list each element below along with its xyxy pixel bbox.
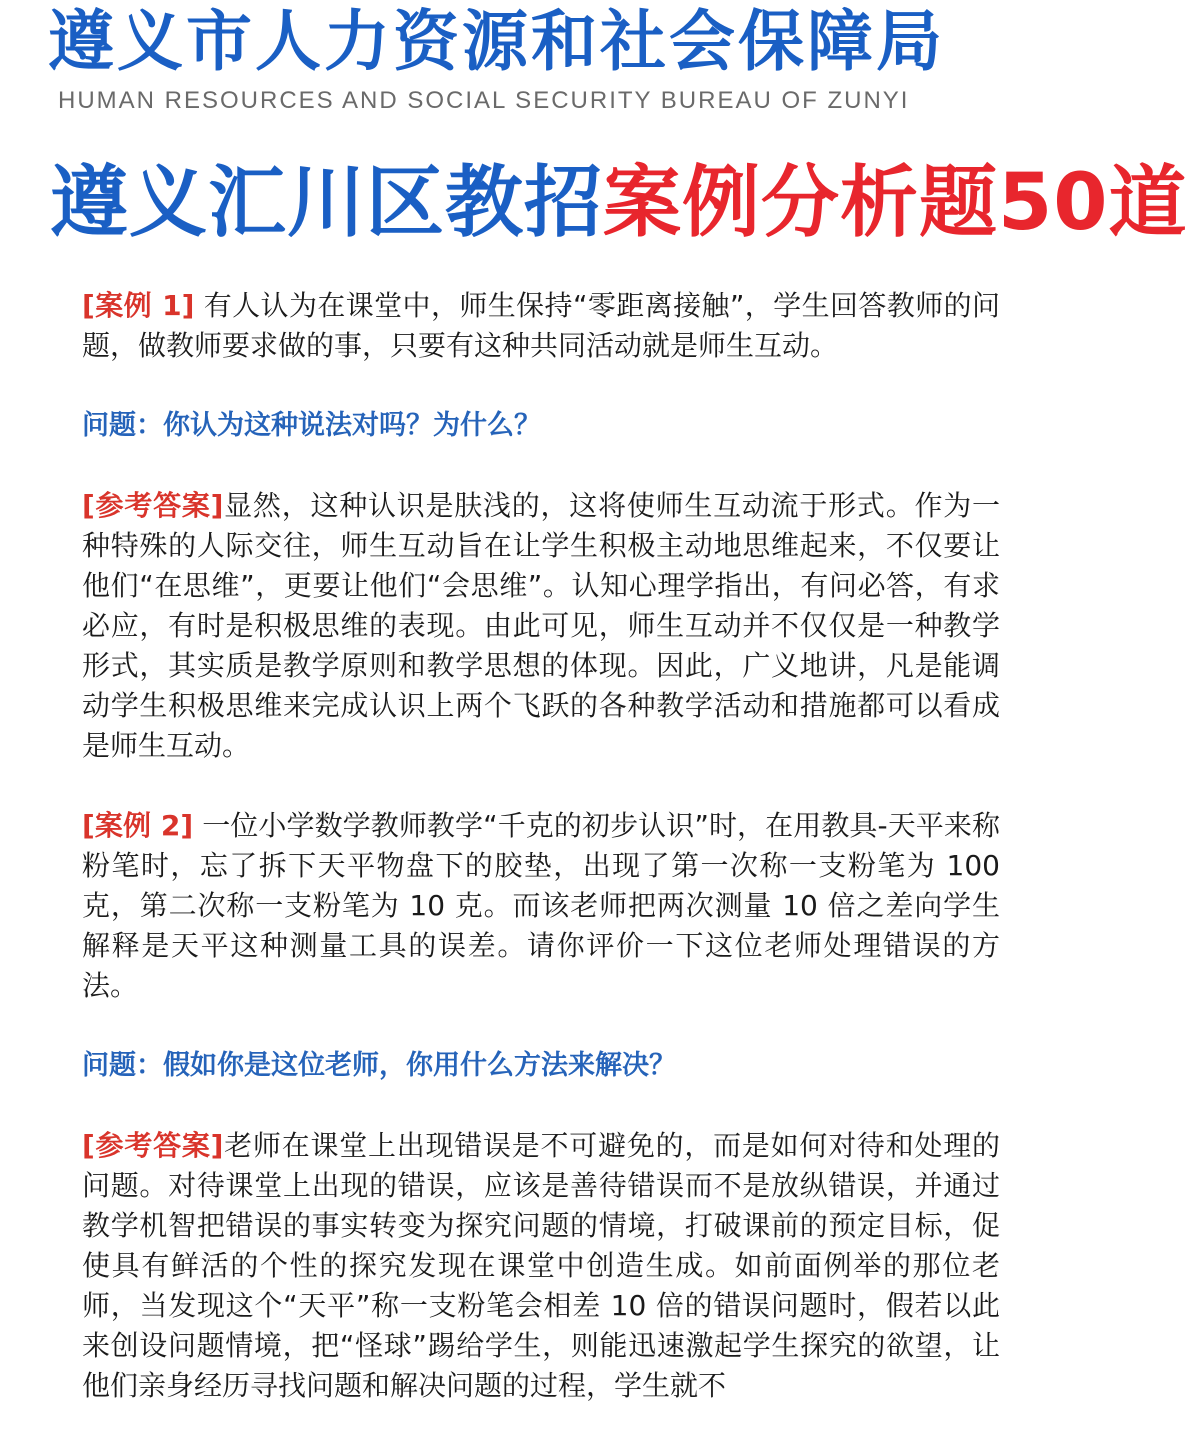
case-2-question: 问题：假如你是这位老师，你用什么方法来解决？ <box>82 1050 676 1081</box>
case-1-text: 有人认为在课堂中，师生保持“零距离接触”，学生回答教师的问题，做教师要求做的事，只要有这种共同活动就是师生互动。 <box>82 289 1000 362</box>
page-title-blue: 遵义汇川区教招 <box>50 158 604 248</box>
case-1-answer-text: 显然，这种认识是肤浅的，这将使师生互动流于形式。作为一种特殊的人际交往，师生互动旨在让学生积极主动地思维起来，不仅要让他们“在思维”，更要让他们“会思维”。认知心理学指出，有问必答，有求必应，有时是积极思维的表现。由此可见，师生互动并不仅仅是一种教学形式，其实质是教学原则和教学思想的体现。因此，广义地讲，凡是能调动学生积极思维来完成认识上两个飞跃的各种教学活动和措施都可以看成是师生互动。 <box>82 489 1000 762</box>
case-2-tag: [案例 2] <box>82 809 194 842</box>
case-1-answer-tag: [参考答案] <box>82 489 224 522</box>
case-2-answer <box>82 1126 1000 1406</box>
page-title <box>50 158 1188 248</box>
article-body <box>82 286 1000 1406</box>
page-title-red: 案例分析题50道 <box>603 158 1188 248</box>
case-1-description <box>82 286 1000 366</box>
case-1-question: 问题：你认为这种说法对吗？为什么？ <box>82 410 541 441</box>
case-1-tag: [案例 1] <box>82 289 195 322</box>
case-2-description <box>82 806 1000 1006</box>
case-1-answer <box>82 486 1000 766</box>
case-2-text: 一位小学数学教师教学“千克的初步认识”时，在用教具-天平来称粉笔时，忘了拆下天平物盘下的胶垫，出现了第一次称一支粉笔为 100 克，第二次称一支粉笔为 10 克。而该老师把两次测量 10 倍之差向学生解释是天平这种测量工具的误差。请你评价一下这位老师处理错误的方法。 <box>82 809 1000 1002</box>
case-2-answer-text: 老师在课堂上出现错误是不可避免的，而是如何对待和处理的问题。对待课堂上出现的错误，应该是善待错误而不是放纵错误，并通过教学机智把错误的事实转变为探究问题的情境，打破课前的预定目标，促使具有鲜活的个性的探究发现在课堂中创造生成。如前面例举的那位老师，当发现这个“天平”称一支粉笔会相差 10 倍的错误问题时，假若以此来创设问题情境，把“怪球”踢给学生，则能迅速激起学生探究的欲望，让他们亲身经历寻找问题和解决问题的过程，学生就不 <box>82 1129 1000 1402</box>
org-name-chinese: 遵义市人力资源和社会保障局 <box>48 3 945 80</box>
org-name-english: HUMAN RESOURCES AND SOCIAL SECURITY BUREAU OF ZUNYI <box>58 87 910 114</box>
case-2-answer-tag: [参考答案] <box>82 1129 224 1162</box>
